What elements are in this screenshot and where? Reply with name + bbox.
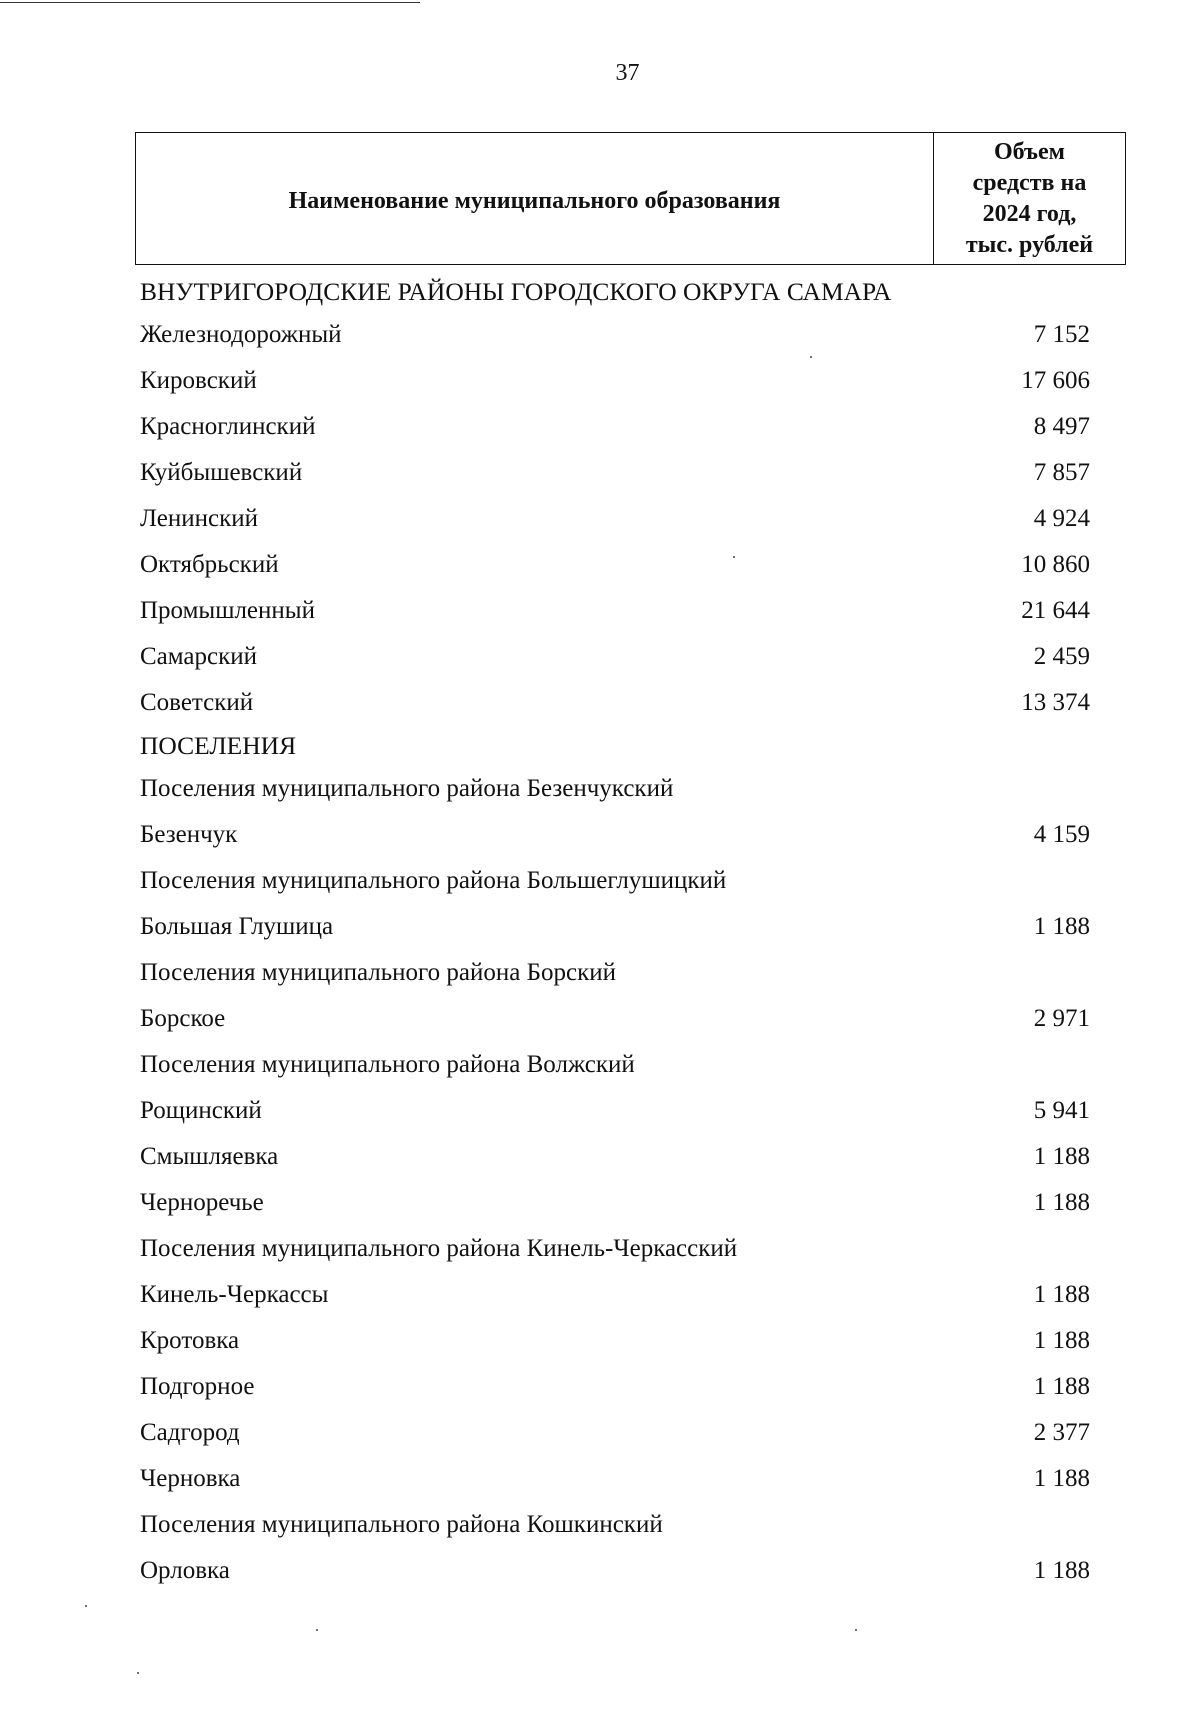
table-row: [140, 542, 1140, 588]
row-value: 10 860: [1021, 551, 1090, 578]
table-row: [140, 634, 1140, 680]
table-row: [140, 496, 1140, 542]
row-value: 7 152: [1033, 321, 1090, 348]
row-name: Садгород: [140, 1419, 240, 1446]
group-heading-row: [140, 1226, 1140, 1272]
header-value-line: тыс. рублей: [965, 231, 1094, 258]
header-value-column: [934, 133, 1125, 264]
table-row: [140, 312, 1140, 358]
row-name: Советский: [140, 689, 254, 716]
group-heading-row: [140, 1042, 1140, 1088]
table-row: [140, 1318, 1140, 1364]
table-row: [140, 1134, 1140, 1180]
header-value-line: Объем: [993, 138, 1066, 165]
row-name: Кировский: [140, 367, 257, 394]
row-name: Рощинский: [140, 1097, 262, 1124]
table-row: [140, 450, 1140, 496]
table-row: [140, 812, 1140, 858]
row-name: Безенчук: [140, 821, 238, 848]
row-value: 21 644: [1021, 597, 1090, 624]
row-name: Кинель-Черкассы: [140, 1281, 329, 1308]
row-name: Борское: [140, 1005, 226, 1032]
row-value: 1 188: [1033, 1281, 1090, 1308]
row-value: 1 188: [1033, 1557, 1090, 1584]
row-value: 7 857: [1033, 459, 1090, 486]
header-value-line: средств на: [972, 169, 1087, 196]
row-name: Красноглинский: [140, 413, 316, 440]
table-row: [140, 904, 1140, 950]
scan-speck: [85, 1605, 87, 1607]
table-row: [140, 1548, 1140, 1594]
row-name: Поселения муниципального района Большеглушицкий: [140, 867, 727, 894]
row-value: 2 971: [1033, 1005, 1090, 1032]
row-name: Железнодорожный: [140, 321, 342, 348]
row-value: 1 188: [1033, 1373, 1090, 1400]
row-value: 2 459: [1033, 643, 1090, 670]
table-row: [140, 1456, 1140, 1502]
table-row: [140, 996, 1140, 1042]
row-name: Черновка: [140, 1465, 241, 1492]
table-row: [140, 1180, 1140, 1226]
row-name: Поселения муниципального района Борский: [140, 959, 616, 986]
group-heading-row: [140, 858, 1140, 904]
row-name: Подгорное: [140, 1373, 255, 1400]
row-name: Поселения муниципального района Безенчукский: [140, 775, 674, 802]
row-name: Смышляевка: [140, 1143, 279, 1170]
table-body: [140, 272, 1140, 1594]
row-name: Поселения муниципального района Кинель-Черкасский: [140, 1235, 738, 1262]
row-name: ВНУТРИГОРОДСКИЕ РАЙОНЫ ГОРОДСКОГО ОКРУГА САМАРА: [140, 277, 892, 306]
row-name: Промышленный: [140, 597, 315, 624]
table-header: [135, 132, 1126, 265]
table-row: [140, 1364, 1140, 1410]
row-value: 13 374: [1021, 689, 1090, 716]
scan-speck: [733, 556, 735, 558]
row-name: Черноречье: [140, 1189, 264, 1216]
row-value: 8 497: [1033, 413, 1090, 440]
row-name: Октябрьский: [140, 551, 279, 578]
row-name: Кротовка: [140, 1327, 240, 1354]
group-heading-row: [140, 766, 1140, 812]
row-name: ПОСЕЛЕНИЯ: [140, 731, 297, 760]
row-value: 1 188: [1033, 1327, 1090, 1354]
table-row: [140, 1088, 1140, 1134]
scan-speck: [137, 1672, 139, 1674]
row-value: 4 924: [1033, 505, 1090, 532]
row-value: 5 941: [1033, 1097, 1090, 1124]
table-row: [140, 358, 1140, 404]
scan-speck: [855, 1629, 857, 1631]
table-row: [140, 588, 1140, 634]
scan-speck: [810, 356, 812, 358]
row-value: 2 377: [1033, 1419, 1090, 1446]
scan-speck: [316, 1629, 318, 1631]
row-value: 4 159: [1033, 821, 1090, 848]
page-number: 37: [615, 60, 640, 86]
table-row: [140, 404, 1140, 450]
section-heading-row: [140, 726, 1140, 766]
scan-edge-line: [0, 2, 420, 3]
row-name: Поселения муниципального района Кошкинский: [140, 1511, 663, 1538]
table-row: [140, 1410, 1140, 1456]
row-name: Орловка: [140, 1557, 230, 1584]
group-heading-row: [140, 950, 1140, 996]
section-heading-row: [140, 272, 1140, 312]
group-heading-row: [140, 1502, 1140, 1548]
row-name: Ленинский: [140, 505, 259, 532]
row-name: Поселения муниципального района Волжский: [140, 1051, 635, 1078]
row-value: 1 188: [1033, 1143, 1090, 1170]
row-name: Куйбышевский: [140, 459, 303, 486]
header-value-line: 2024 год,: [982, 200, 1077, 227]
row-value: 1 188: [1033, 913, 1090, 940]
row-value: 1 188: [1033, 1465, 1090, 1492]
row-value: 1 188: [1033, 1189, 1090, 1216]
header-name-column: Наименование муниципального образования: [136, 133, 934, 264]
row-name: Самарский: [140, 643, 258, 670]
table-row: [140, 1272, 1140, 1318]
row-value: 17 606: [1021, 367, 1090, 394]
row-name: Большая Глушица: [140, 913, 334, 940]
table-row: [140, 680, 1140, 726]
